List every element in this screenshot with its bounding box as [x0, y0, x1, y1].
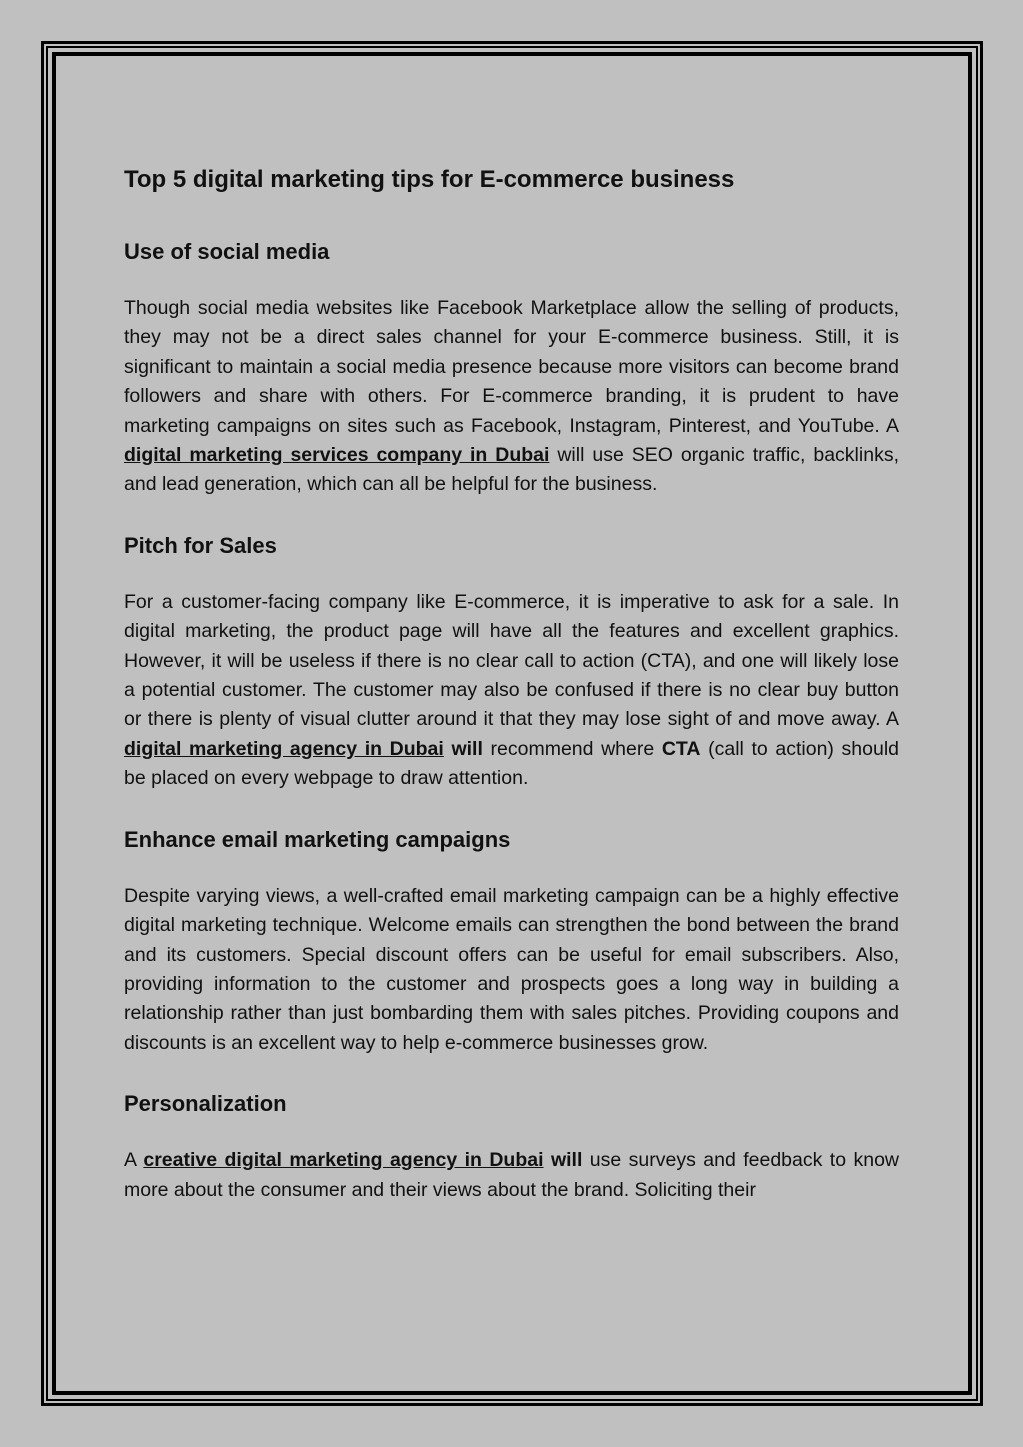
section-email-marketing [124, 822, 899, 1058]
document-title: Top 5 digital marketing tips for E-commerce business [124, 166, 735, 193]
paragraph-text: Though social media websites like Facebook Marketplace allow the selling of products, they may not be a direct sales channel for your E-commerce business. Still, it is significant to maintain a social media presence because more visitors can become brand followers and share with others. For E-commerce branding, it is prudent to have marketing campaigns on sites such as Facebook, Instagram, Pinterest, and YouTube. A [124, 297, 899, 437]
section-heading: Use of social media [124, 239, 330, 264]
bold-text: will [543, 1149, 583, 1172]
paragraph-text: (call to action) should be placed on every webpage to draw attention. [124, 737, 900, 790]
creative-digital-marketing-agency-link[interactable]: creative digital marketing agency in Dubai [143, 1149, 544, 1172]
section-heading: Enhance email marketing campaigns [124, 826, 511, 852]
paragraph-text: For a customer-facing company like E-commerce, it is imperative to ask for a sale. In digital marketing, the product page will have all the features and excellent graphics. However, it will be useless if there is no clear call to action (CTA), and one will likely lose a potential customer. The customer may also be confused if there is no clear buy button or there is plenty of visual clutter around it that they may lose sight of and move away. A [124, 590, 899, 731]
section-heading: Pitch for Sales [124, 532, 277, 558]
section-heading: Personalization [124, 1091, 287, 1117]
section-social-media [124, 234, 899, 500]
paragraph-text: use surveys and feedback to know more about the consumer and their views about the brand. Soliciting their [124, 1149, 900, 1201]
section-personalization [124, 1086, 899, 1205]
paragraph-text: will use SEO organic traffic, backlinks, and lead generation, which can all be helpful for the business. [124, 444, 899, 496]
section-paragraph [124, 588, 899, 794]
section-paragraph [124, 1146, 899, 1205]
paragraph-text: recommend where [482, 737, 662, 760]
paragraph-text: A [124, 1149, 144, 1172]
section-pitch-for-sales [124, 528, 899, 794]
section-paragraph [124, 294, 899, 500]
bold-text: CTA [661, 737, 701, 760]
digital-marketing-agency-link[interactable]: digital marketing agency in Dubai [124, 737, 444, 760]
section-paragraph: Despite varying views, a well-crafted email marketing campaign can be a highly effective digital marketing technique. Welcome emails can strengthen the bond between the brand and its customers. Special discount offers can be useful for email subscribers. Also, providing information to the customer and prospects goes a long way in building a relationship rather than just bombarding them with sales pitches. Providing coupons and discounts is an excellent way to help e-commerce businesses grow. [124, 884, 899, 1054]
document-body [124, 160, 899, 1233]
bold-text: will [443, 737, 483, 760]
digital-marketing-services-link[interactable]: digital marketing services company in Dubai [124, 444, 550, 467]
